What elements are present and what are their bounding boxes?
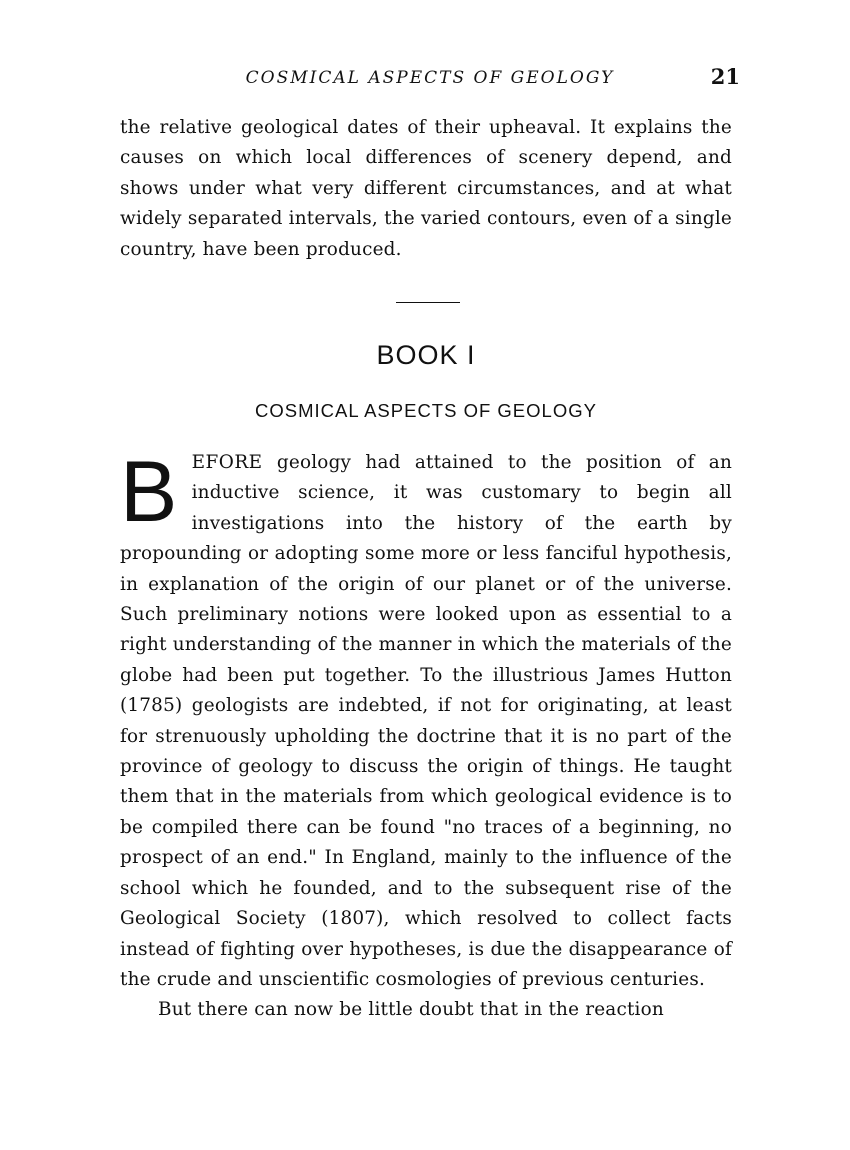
opening-paragraph-text: geology had attained to the position of an inductive science, it was customary to begin all investigations into the history of the earth by propounding or adopting some more or less fanciful hypothesis, in explanation of the origin of our planet or of the universe. Such preliminary notions were looked upon as essential to a right understanding of the manner in which the materials of the globe had been put together. To the illustrious James Hutton (1785) geologists are indebted, if not for originating, at least for strenuously upholding the doctrine that it is no part of the province of geology to discuss the origin of things. He taught them that in the materials from which geological evidence is to be compiled there can be found "no traces of a beginning, no prospect of an end." In England, mainly to the influence of the school which he founded, and to the subsequent rise of the Geological Society (1807), which resolved to collect facts instead of fighting over hypotheses, is due the disappearance of the crude and unscientific cosmologies of previous centuries. — [120, 452, 732, 990]
section-divider-rule — [396, 302, 460, 303]
running-title: COSMICAL ASPECTS OF GEOLOGY — [245, 68, 615, 88]
chapter-body — [120, 444, 732, 1026]
running-head — [120, 64, 740, 94]
opening-paragraph — [120, 444, 732, 995]
second-paragraph: But there can now be little doubt that in the reaction — [158, 999, 664, 1021]
page-number: 21 — [710, 64, 740, 89]
opening-word-rest: EFORE — [191, 452, 263, 473]
book-subheading: COSMICAL ASPECTS OF GEOLOGY — [255, 400, 597, 421]
intro-paragraph-block — [120, 113, 732, 265]
book-heading: BOOK I — [376, 340, 476, 370]
drop-cap-letter: B — [120, 444, 178, 540]
intro-paragraph: the relative geological dates of their upheaval. It explains the causes on which local differences of scenery depend, and shows under what very different circumstances, and at what widely separated intervals, the varied contours, even of a single country, have been produced. — [120, 117, 732, 260]
